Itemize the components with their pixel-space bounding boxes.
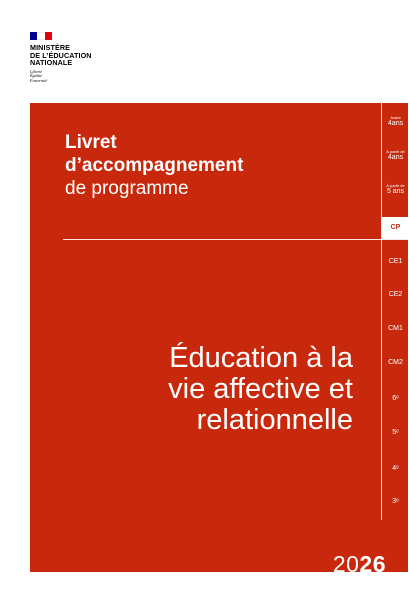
level-cm1 (382, 325, 409, 333)
ministry-logo (30, 32, 92, 84)
divider (63, 239, 409, 240)
level-label: 4ᵉ (392, 465, 399, 472)
year (333, 551, 386, 577)
series-title (65, 131, 243, 200)
level-cm2 (382, 359, 409, 367)
level-ce2 (382, 291, 409, 299)
level-label: CE2 (388, 291, 403, 298)
level-prefix: Avant (390, 115, 401, 120)
level-4ᵉ (382, 465, 409, 473)
level-label: 3ᵉ (392, 498, 399, 505)
level-prefix: À partir de (386, 149, 405, 154)
level-label: 4ans (387, 154, 404, 161)
title-line: Éducation à la (169, 342, 353, 374)
level-5ᵉ (382, 429, 409, 437)
motto-line: Égalité (30, 73, 43, 79)
ministry-line: DE L’ÉDUCATION (30, 50, 92, 60)
level-prefix: À partir de (386, 183, 405, 188)
republic-motto (30, 70, 92, 84)
level-index (381, 103, 409, 520)
level-4ans (382, 149, 409, 162)
level-label: CM2 (388, 359, 403, 366)
ministry-name (30, 44, 92, 67)
level-label: CP (390, 224, 401, 231)
level-label: CM1 (388, 325, 403, 332)
level-label: 6ᵉ (392, 395, 399, 402)
level-6ᵉ (382, 395, 409, 403)
cover-panel (30, 103, 408, 577)
year-bold: 26 (359, 551, 386, 577)
level-4ans (382, 115, 409, 128)
level-5-ans (382, 183, 409, 196)
level-ce1 (382, 258, 409, 266)
title-line: relationnelle (196, 404, 353, 436)
ministry-line: NATIONALE (30, 58, 73, 68)
series-line: d’accompagnement (65, 155, 244, 176)
level-label: 5ᵉ (392, 429, 399, 436)
level-label: 5 ans (386, 188, 405, 195)
motto-line: Liberté (30, 68, 43, 74)
year-light: 20 (332, 551, 360, 577)
series-line: de programme (65, 178, 189, 199)
title-line: vie affective et (168, 373, 353, 405)
level-3ᵉ (382, 498, 409, 506)
document-title (53, 343, 353, 436)
french-flag-icon (30, 32, 52, 40)
series-line: Livret (65, 132, 117, 153)
level-cp (382, 217, 409, 239)
motto-line: Fraternité (30, 77, 48, 83)
level-label: CE1 (388, 258, 403, 265)
ministry-line: MINISTÈRE (30, 43, 71, 52)
level-label: 4ans (387, 120, 404, 127)
